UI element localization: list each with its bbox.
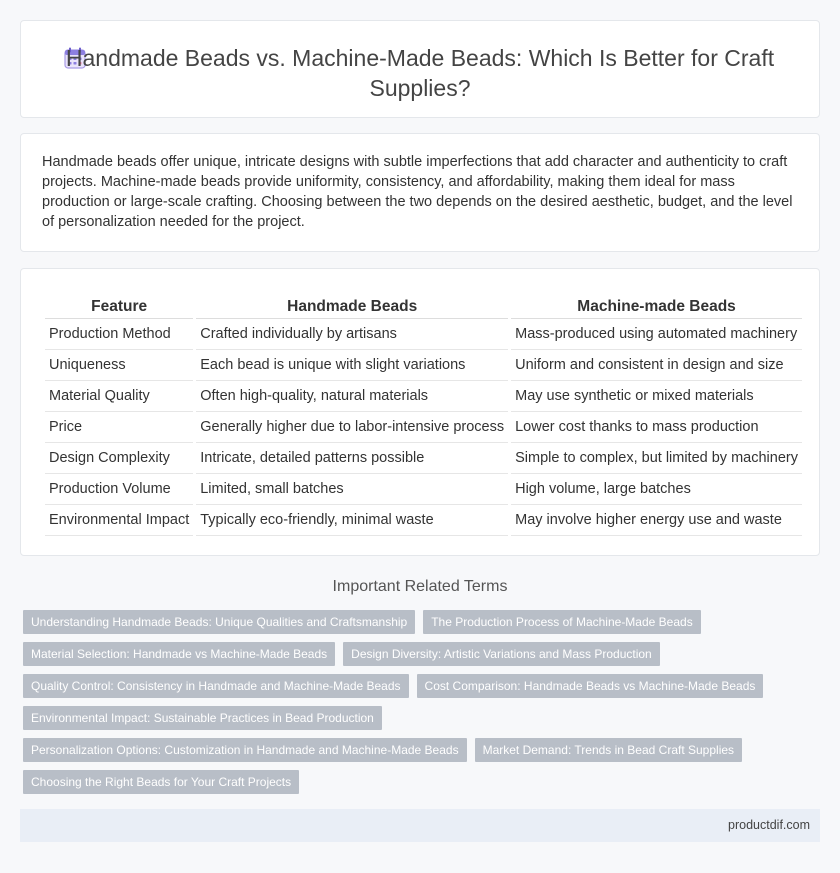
cell-feature: Uniqueness <box>45 350 193 381</box>
page-title: Handmade Beads vs. Machine-Made Beads: Which Is Better for Craft Supplies? <box>65 45 775 101</box>
header-feature: Feature <box>45 295 193 319</box>
cell-machine: High volume, large batches <box>511 474 802 505</box>
cell-handmade: Often high-quality, natural materials <box>196 381 508 412</box>
related-term-tag[interactable]: The Production Process of Machine-Made Beads <box>423 610 700 634</box>
comparison-table <box>42 295 805 536</box>
related-term-tag[interactable]: Market Demand: Trends in Bead Craft Supplies <box>475 738 742 762</box>
cell-machine: May involve higher energy use and waste <box>511 505 802 536</box>
title-card <box>20 20 820 118</box>
related-term-tag[interactable]: Quality Control: Consistency in Handmade and Machine-Made Beads <box>23 674 409 698</box>
footer <box>20 809 820 842</box>
table-row <box>45 319 802 350</box>
cell-machine: Lower cost thanks to mass production <box>511 412 802 443</box>
table-row <box>45 505 802 536</box>
table-row <box>45 381 802 412</box>
header-machine: Machine-made Beads <box>511 295 802 319</box>
summary-card <box>20 133 820 252</box>
cell-feature: Material Quality <box>45 381 193 412</box>
cell-feature: Production Volume <box>45 474 193 505</box>
summary-text: Handmade beads offer unique, intricate designs with subtle imperfections that add character and authenticity to craft projects. Machine-made beads provide uniformity, consistency, and affordability, making them ideal for mass production or large-scale crafting. Choosing between the two depends on the desired aesthetic, budget, and the level of personalization needed for the project. <box>42 154 793 230</box>
table-row <box>45 443 802 474</box>
cell-feature: Production Method <box>45 319 193 350</box>
related-terms-heading: Important Related Terms <box>332 578 508 595</box>
footer-site[interactable]: productdif.com <box>728 818 810 832</box>
cell-feature: Environmental Impact <box>45 505 193 536</box>
cell-machine: Simple to complex, but limited by machinery <box>511 443 802 474</box>
related-terms-list <box>23 610 803 794</box>
cell-handmade: Generally higher due to labor-intensive process <box>196 412 508 443</box>
table-header-row <box>45 295 802 319</box>
related-term-tag[interactable]: Design Diversity: Artistic Variations and Mass Production <box>343 642 660 666</box>
related-term-tag[interactable]: Material Selection: Handmade vs Machine-Made Beads <box>23 642 335 666</box>
related-term-tag[interactable]: Cost Comparison: Handmade Beads vs Machine-Made Beads <box>417 674 764 698</box>
cell-handmade: Crafted individually by artisans <box>196 319 508 350</box>
cell-feature: Design Complexity <box>45 443 193 474</box>
cell-machine: Uniform and consistent in design and size <box>511 350 802 381</box>
cell-handmade: Typically eco-friendly, minimal waste <box>196 505 508 536</box>
related-term-tag[interactable]: Understanding Handmade Beads: Unique Qualities and Craftsmanship <box>23 610 415 634</box>
table-row <box>45 350 802 381</box>
comparison-card <box>20 268 820 556</box>
cell-machine: Mass-produced using automated machinery <box>511 319 802 350</box>
related-term-tag[interactable]: Personalization Options: Customization in Handmade and Machine-Made Beads <box>23 738 467 762</box>
cell-machine: May use synthetic or mixed materials <box>511 381 802 412</box>
cell-handmade: Each bead is unique with slight variations <box>196 350 508 381</box>
cell-feature: Price <box>45 412 193 443</box>
related-term-tag[interactable]: Environmental Impact: Sustainable Practices in Bead Production <box>23 706 382 730</box>
related-term-tag[interactable]: Choosing the Right Beads for Your Craft Projects <box>23 770 299 794</box>
cell-handmade: Limited, small batches <box>196 474 508 505</box>
table-row <box>45 474 802 505</box>
table-row <box>45 412 802 443</box>
header-handmade: Handmade Beads <box>196 295 508 319</box>
cell-handmade: Intricate, detailed patterns possible <box>196 443 508 474</box>
